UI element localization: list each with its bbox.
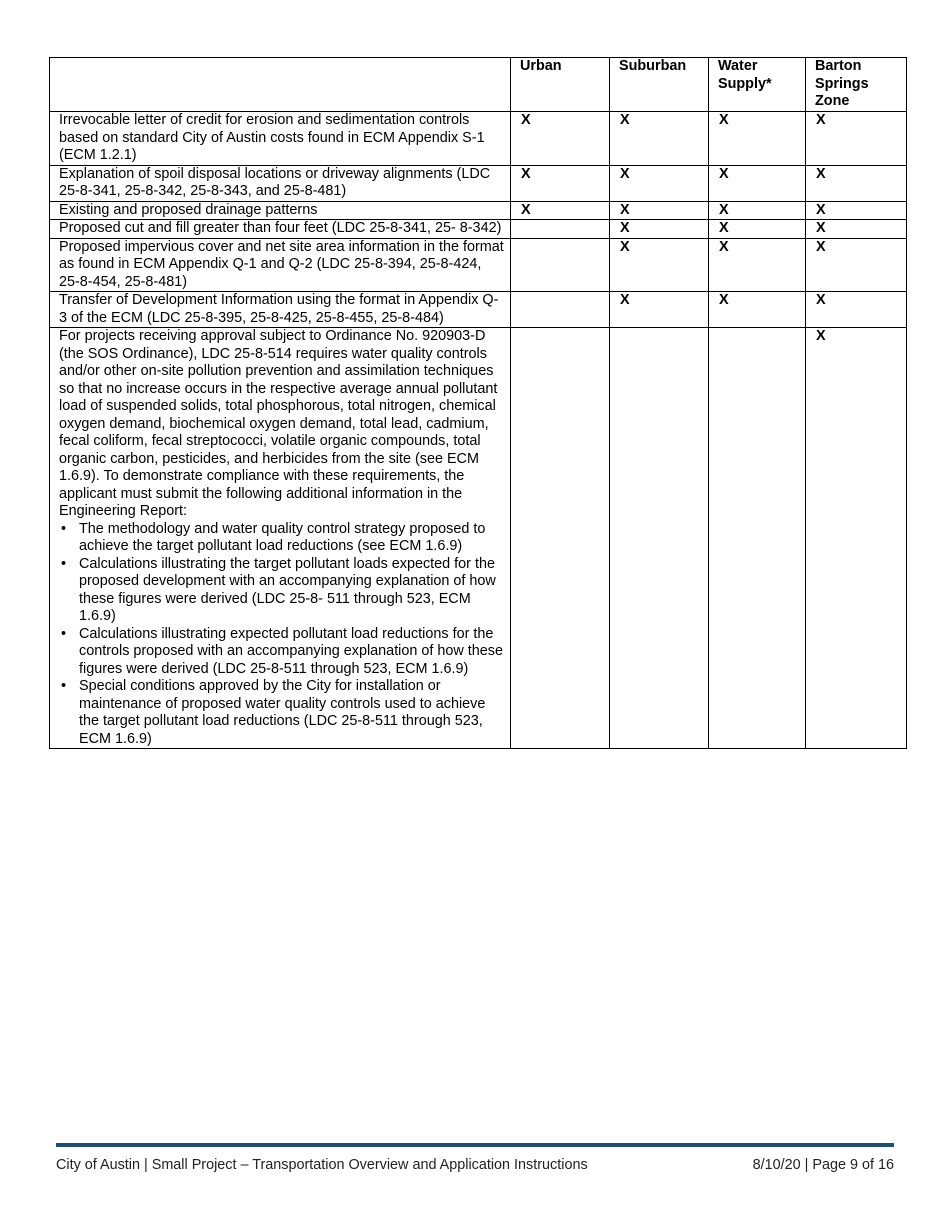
requirement-text: Explanation of spoil disposal locations or driveway alignments (LDC 25-8-341, 25-8-342, 25-8-343, and 25-8-481)	[50, 165, 511, 201]
barton-springs-mark: X	[806, 112, 907, 166]
urban-mark: X	[511, 201, 610, 220]
list-item-text: Calculations illustrating expected pollutant load reductions for the controls proposed with an accompanying explanation of how these figures were derived (LDC 25-8-511 through 523, ECM 1.6.9)	[79, 625, 503, 677]
list-item-text: The methodology and water quality control strategy proposed to achieve the target pollutant load reductions (see ECM 1.6.9)	[79, 520, 486, 554]
barton-springs-mark: X	[806, 292, 907, 328]
requirements-table	[49, 57, 907, 749]
bullet-icon: •	[61, 520, 67, 537]
suburban-mark: X	[610, 238, 709, 292]
water-supply-mark	[709, 328, 806, 749]
water-supply-mark: X	[709, 165, 806, 201]
barton-springs-mark: X	[806, 220, 907, 239]
table-row	[50, 165, 907, 201]
water-supply-mark: X	[709, 201, 806, 220]
water-supply-mark: X	[709, 220, 806, 239]
water-supply-mark: X	[709, 112, 806, 166]
footer-document-title: City of Austin | Small Project – Transportation Overview and Application Instructions	[56, 1157, 588, 1173]
table-header-row	[50, 58, 907, 112]
barton-springs-mark: X	[806, 238, 907, 292]
urban-mark	[511, 220, 610, 239]
header-blank	[50, 58, 511, 112]
requirement-bullet-list	[59, 521, 506, 749]
list-item	[59, 626, 506, 679]
sos-ordinance-paragraph: For projects receiving approval subject to Ordinance No. 920903-D (the SOS Ordinance), LDC 25-8-514 requires water quality controls and/or other on-site pollution prevention and assimilation techniques so that no increase occurs in the respective average annual pollutant load of suspended solids, total phosphorous, total nitrogen, chemical oxygen demand, biochemical oxygen demand, total lead, cadmium, fecal coliform, fecal streptococci, volatile organic compounds, total organic carbon, pesticides, and herbicides from the site (see ECM 1.6.9). To demonstrate compliance with these requirements, the applicant must submit the following additional information in the Engineering Report:	[59, 328, 498, 519]
header-water-supply: Water Supply*	[709, 58, 806, 112]
bullet-icon: •	[61, 555, 67, 572]
urban-mark	[511, 238, 610, 292]
list-item	[59, 678, 506, 748]
requirement-text: Proposed cut and fill greater than four feet (LDC 25-8-341, 25- 8-342)	[50, 220, 511, 239]
suburban-mark: X	[610, 201, 709, 220]
header-barton-springs-zone: Barton Springs Zone	[806, 58, 907, 112]
requirement-text: Existing and proposed drainage patterns	[50, 201, 511, 220]
bullet-icon: •	[61, 625, 67, 642]
header-urban: Urban	[511, 58, 610, 112]
requirement-text: Transfer of Development Information using the format in Appendix Q-3 of the ECM (LDC 25-8-395, 25-8-425, 25-8-455, 25-8-484)	[50, 292, 511, 328]
list-item-text: Calculations illustrating the target pollutant loads expected for the proposed development with an accompanying explanation of how these figures were derived (LDC 25-8- 511 through 523, ECM 1.6.9)	[79, 555, 496, 624]
barton-springs-mark: X	[806, 165, 907, 201]
table-row	[50, 238, 907, 292]
barton-springs-mark: X	[806, 328, 907, 749]
suburban-mark: X	[610, 165, 709, 201]
table-row	[50, 220, 907, 239]
suburban-mark: X	[610, 220, 709, 239]
urban-mark: X	[511, 165, 610, 201]
requirement-text: Irrevocable letter of credit for erosion and sedimentation controls based on standard City of Austin costs found in ECM Appendix S-1 (ECM 1.2.1)	[50, 112, 511, 166]
list-item	[59, 521, 506, 556]
table-row	[50, 201, 907, 220]
footer-rule	[56, 1143, 894, 1147]
list-item	[59, 556, 506, 626]
barton-springs-mark: X	[806, 201, 907, 220]
list-item-text: Special conditions approved by the City for installation or maintenance of proposed water quality controls used to achieve the target pollutant load reductions (LDC 25-8-511 through 523, ECM 1.6.9)	[79, 678, 486, 747]
suburban-mark	[610, 328, 709, 749]
suburban-mark: X	[610, 292, 709, 328]
bullet-icon: •	[61, 678, 67, 694]
footer-date-page: 8/10/20 | Page 9 of 16	[752, 1157, 894, 1173]
urban-mark	[511, 328, 610, 749]
table-row	[50, 328, 907, 749]
water-supply-mark: X	[709, 238, 806, 292]
urban-mark: X	[511, 112, 610, 166]
table-row	[50, 112, 907, 166]
requirement-text	[50, 328, 511, 749]
suburban-mark: X	[610, 112, 709, 166]
table-row	[50, 292, 907, 328]
urban-mark	[511, 292, 610, 328]
water-supply-mark: X	[709, 292, 806, 328]
requirement-text: Proposed impervious cover and net site area information in the format as found in ECM Appendix Q-1 and Q-2 (LDC 25-8-394, 25-8-424, 25-8-454, 25-8-481)	[50, 238, 511, 292]
header-suburban: Suburban	[610, 58, 709, 112]
